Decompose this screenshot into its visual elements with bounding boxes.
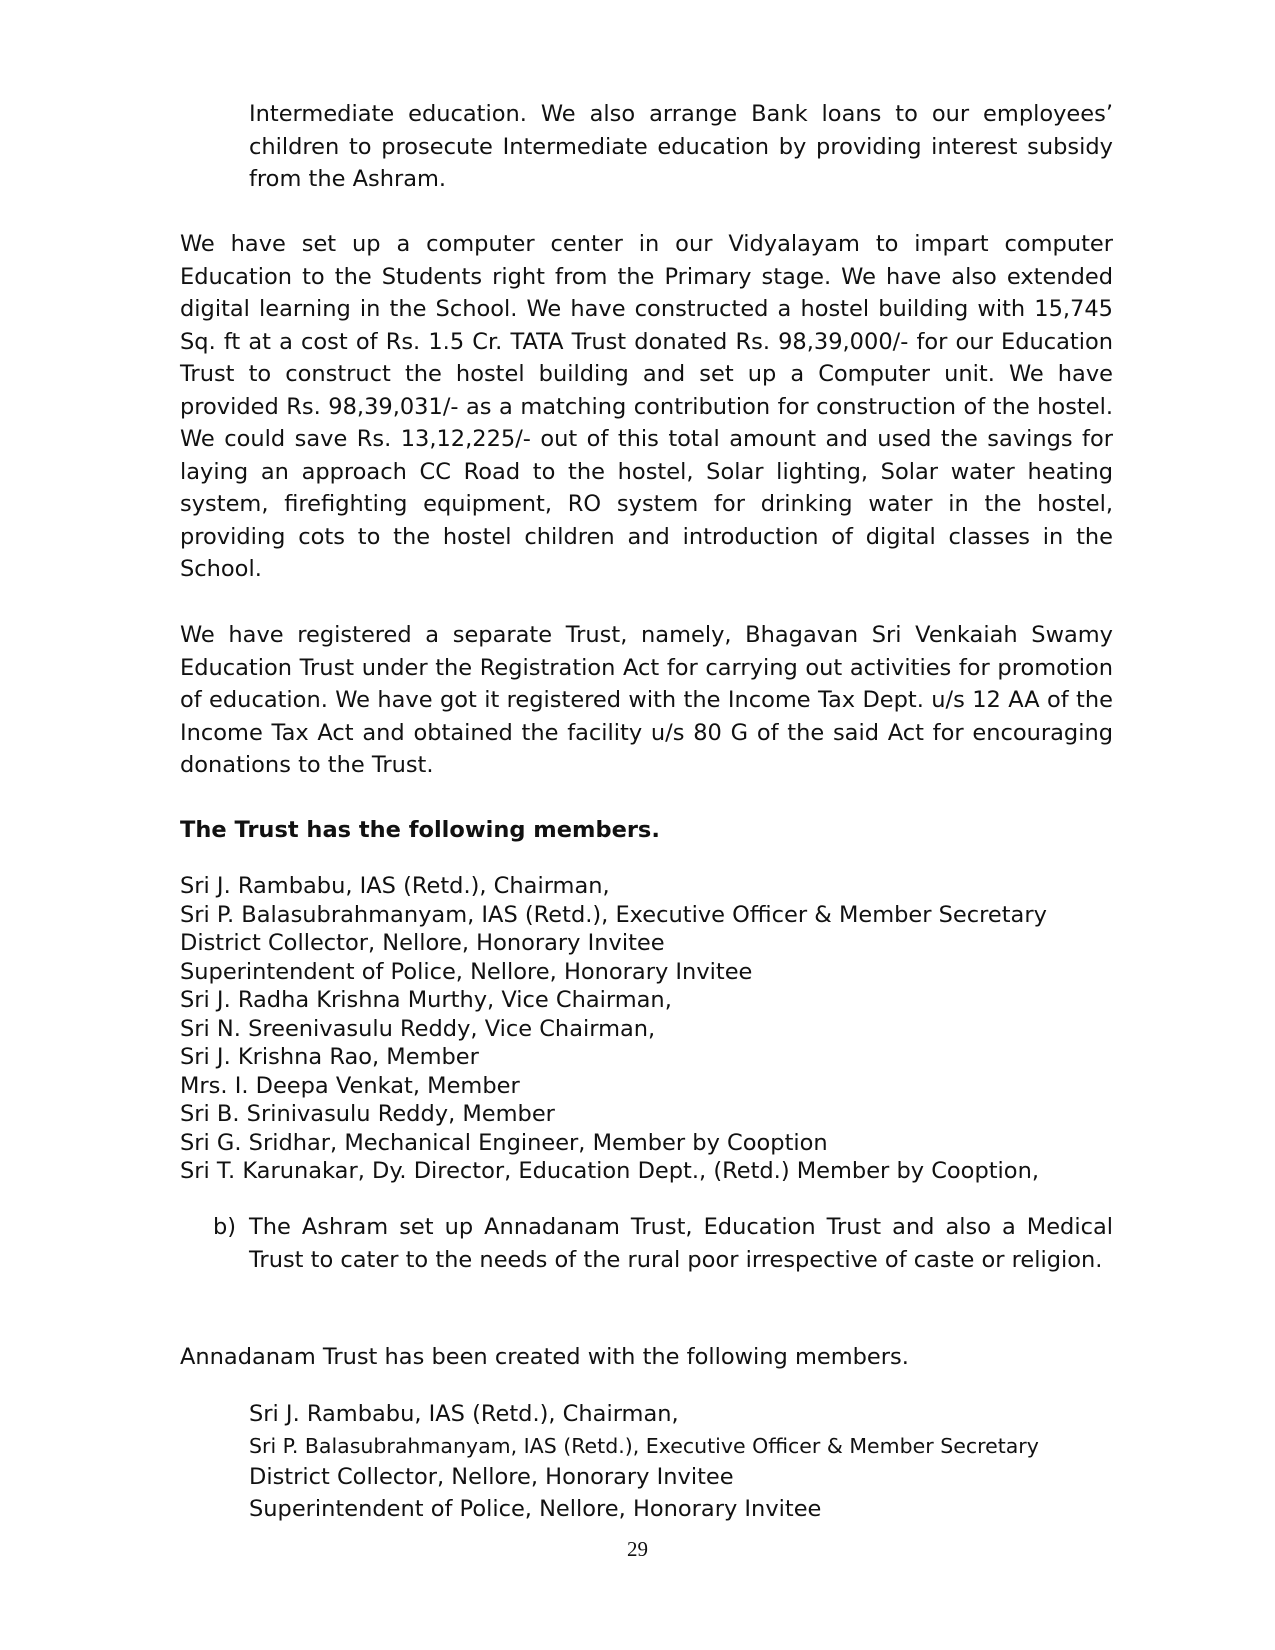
list-item: Sri P. Balasubrahmanyam, IAS (Retd.), Executive Officer & Member Secretary: [249, 1433, 1039, 1458]
list-item: Sri J. Krishna Rao, Member: [180, 1044, 479, 1070]
list-item: Sri T. Karunakar, Dy. Director, Education Dept., (Retd.) Member by Cooption,: [180, 1158, 1039, 1184]
list-item: Sri J. Rambabu, IAS (Retd.), Chairman,: [180, 873, 610, 899]
trust-registration-paragraph: We have registered a separate Trust, namely, Bhagavan Sri Venkaiah Swamy Education Trust under the Registration Act for carrying out activities for promotion of education. We have got it registered with the Income Tax Dept. u/s 12 AA of the Income Tax Act and obtained the facility u/s 80 G of the said Act for encouraging donations to the Trust.: [180, 622, 1113, 778]
annadanam-trust-member-list: [249, 1399, 1039, 1525]
page-number: 29: [627, 1537, 648, 1561]
list-item: Sri B. Srinivasulu Reddy, Member: [180, 1101, 555, 1127]
education-trust-member-list: [180, 872, 1047, 1186]
list-item: Sri P. Balasubrahmanyam, IAS (Retd.), Executive Officer & Member Secretary: [180, 901, 1047, 928]
list-item: Sri J. Rambabu, IAS (Retd.), Chairman,: [249, 1401, 679, 1427]
list-item-b: [213, 1211, 1113, 1276]
list-item: Sri N. Sreenivasulu Reddy, Vice Chairman,: [180, 1015, 656, 1042]
list-item: Mrs. I. Deepa Venkat, Member: [180, 1072, 520, 1099]
list-item: District Collector, Nellore, Honorary Invitee: [249, 1464, 734, 1490]
list-marker: b): [213, 1214, 237, 1240]
list-item: District Collector, Nellore, Honorary Invitee: [180, 930, 665, 956]
annadanam-intro: Annadanam Trust has been created with the following members.: [180, 1344, 909, 1370]
trust-members-heading: The Trust has the following members.: [180, 817, 660, 843]
list-item: Superintendent of Police, Nellore, Honorary Invitee: [180, 958, 753, 985]
list-item: Superintendent of Police, Nellore, Honorary Invitee: [249, 1495, 822, 1522]
list-item: Sri J. Radha Krishna Murthy, Vice Chairman,: [180, 987, 672, 1013]
intro-paragraph: Intermediate education. We also arrange Bank loans to our employees’ children to prosecute Intermediate education by providing interest subsidy from the Ashram.: [249, 101, 1113, 192]
list-item-text: The Ashram set up Annadanam Trust, Education Trust and also a Medical Trust to cater to the needs of the rural poor irrespective of caste or religion.: [249, 1214, 1113, 1273]
computer-center-paragraph: We have set up a computer center in our Vidyalayam to impart computer Education to the Students right from the Primary stage. We have also extended digital learning in the School. We have constructed a hostel building with 15,745 Sq. ft at a cost of Rs. 1.5 Cr. TATA Trust donated Rs. 98,39,000/- for our Education Trust to construct the hostel building and set up a Computer unit. We have provided Rs. 98,39,031/- as a matching contribution for construction of the hostel. We could save Rs. 13,12,225/- out of this total amount and used the savings for laying an approach CC Road to the hostel, Solar lighting, Solar water heating system, firefighting equipment, RO system for drinking water in the hostel, providing cots to the hostel children and introduction of digital classes in the School.: [180, 231, 1113, 582]
list-item: Sri G. Sridhar, Mechanical Engineer, Member by Cooption: [180, 1129, 828, 1156]
